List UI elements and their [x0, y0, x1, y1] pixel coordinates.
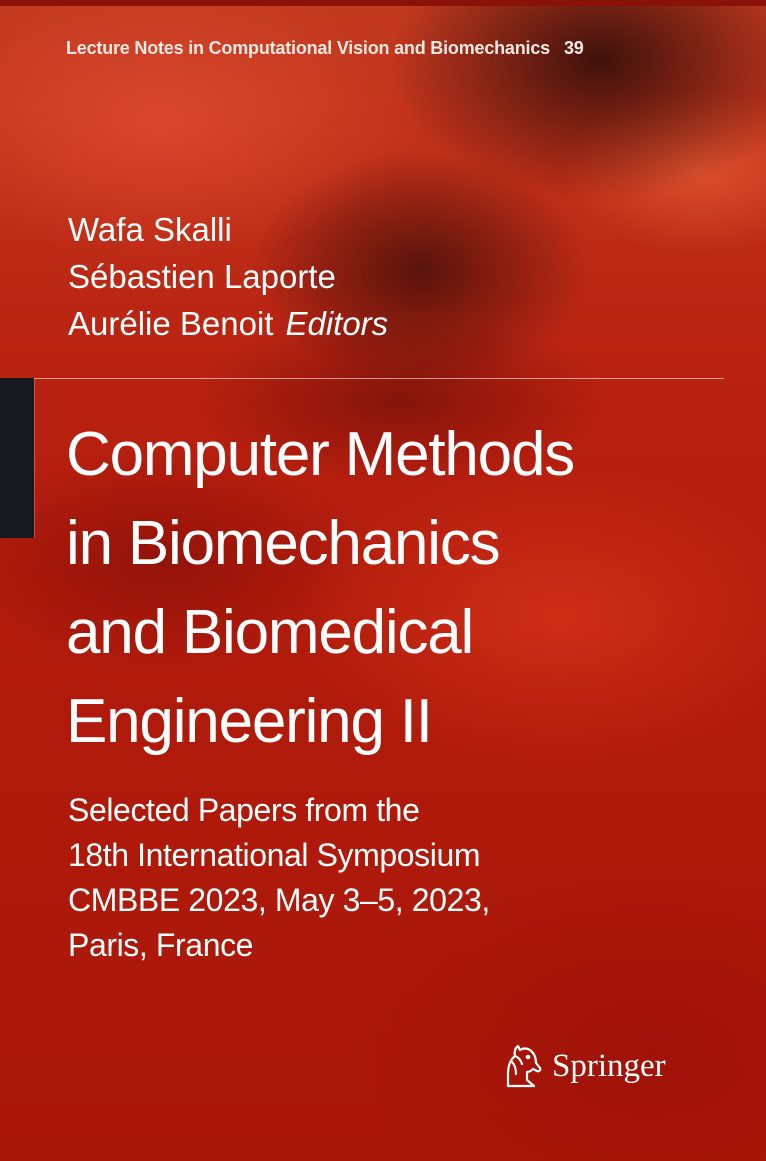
editor-name-with-role — [68, 300, 388, 347]
editor-name: Aurélie Benoit — [68, 305, 274, 342]
title-line: and Biomedical — [66, 598, 474, 667]
editor-name: Sébastien Laporte — [68, 258, 336, 295]
title-line: Computer Methods — [66, 420, 575, 489]
springer-horse-icon — [500, 1040, 544, 1092]
title-line: Engineering II — [66, 687, 432, 756]
title-line: in Biomechanics — [66, 509, 500, 578]
book-title — [66, 410, 574, 766]
subtitle-line: Selected Papers from the — [68, 792, 420, 828]
book-subtitle — [68, 788, 490, 968]
top-band — [0, 0, 766, 6]
subtitle-line: 18th International Symposium — [68, 837, 481, 873]
series-name: Lecture Notes in Computational Vision and Biomechanics — [66, 38, 550, 58]
editors-block — [68, 206, 388, 347]
editor-name: Wafa Skalli — [68, 211, 232, 248]
title-rule — [34, 378, 724, 379]
subtitle-line: Paris, France — [68, 927, 254, 963]
editors-role: Editors — [285, 305, 389, 342]
series-volume: 39 — [563, 38, 584, 58]
side-bar — [0, 378, 34, 538]
publisher-logo — [500, 1040, 666, 1092]
series-line — [66, 38, 584, 59]
title-rule-vertical — [34, 378, 35, 538]
subtitle-line: CMBBE 2023, May 3–5, 2023, — [68, 882, 490, 918]
publisher-name: Springer — [552, 1047, 666, 1084]
